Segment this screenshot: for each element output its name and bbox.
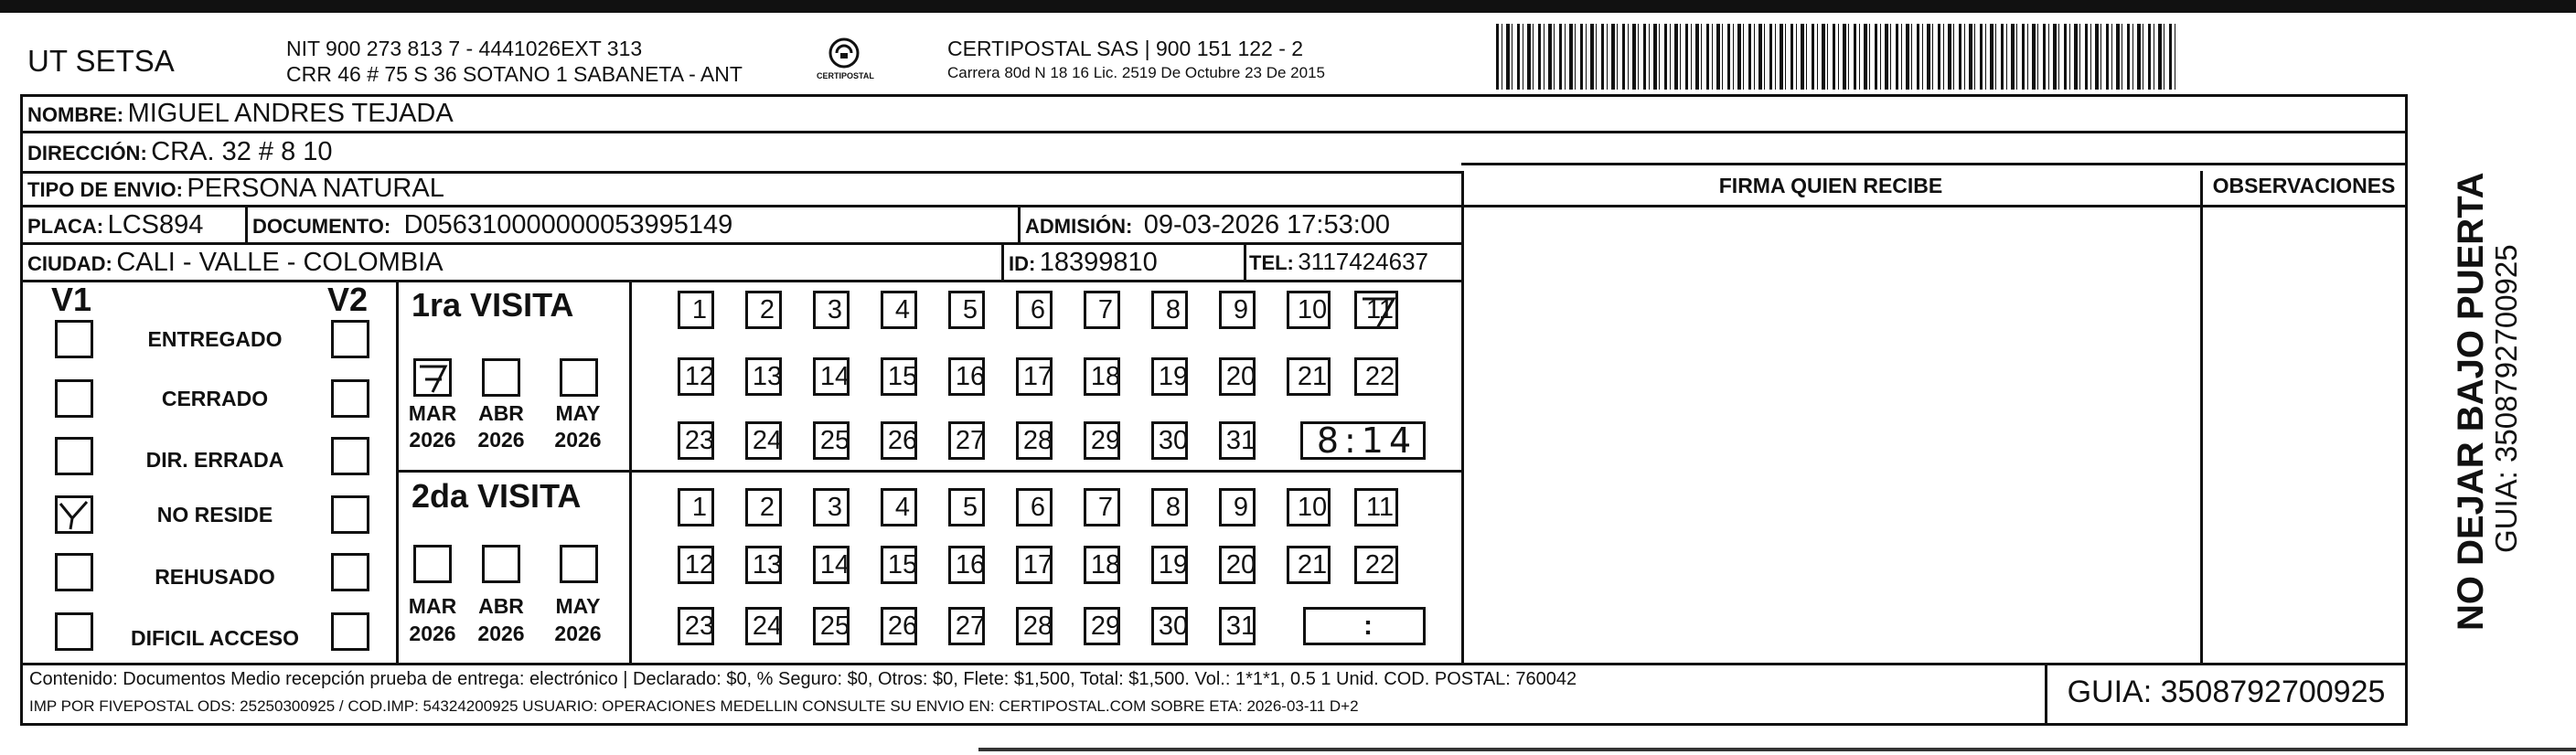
visit1-day[interactable]: 22 (1354, 357, 1398, 396)
v1-checkbox-rehusado[interactable] (55, 553, 93, 591)
visit2-day[interactable]: 15 (881, 546, 917, 584)
visit1-day[interactable]: 2 (745, 291, 782, 329)
visit1-month-checkbox-may[interactable] (560, 358, 598, 397)
visit1-day[interactable]: 17 (1016, 357, 1053, 396)
rule (20, 663, 2408, 665)
visit1-day[interactable]: 20 (1219, 357, 1256, 396)
visit2-day[interactable]: 26 (881, 607, 917, 645)
visit2-day[interactable]: 6 (1016, 488, 1053, 526)
placa-row (27, 210, 203, 240)
visit2-month-checkbox-may[interactable] (560, 545, 598, 583)
visit2-day[interactable]: 19 (1151, 546, 1188, 584)
visit1-time-field[interactable] (1300, 421, 1426, 460)
nombre-label: NOMBRE: (27, 103, 124, 126)
visit1-month-checkbox-mar[interactable] (413, 358, 452, 397)
visit2-day[interactable]: 21 (1287, 546, 1331, 584)
visit1-month-may: MAY (555, 401, 601, 425)
visit1-day[interactable]: 12 (678, 357, 714, 396)
direccion-row (27, 137, 333, 167)
footer-line-1: Contenido: Documentos Medio recepción prueba de entrega: electrónico | Declarado: $0, % Seguro: $0, Otros: $0, Flete: $1,500, Total: $1,500. Vol.: 1*1*1, 0.5 1 Unid. COD. POSTAL: 760042 (29, 669, 1577, 689)
visit1-day[interactable]: 31 (1219, 421, 1256, 460)
certipostal-logo (817, 35, 874, 85)
visit2-day[interactable]: 12 (678, 546, 714, 584)
visit2-day[interactable]: 23 (678, 607, 714, 645)
visit1-time-value: 8:14 (1316, 420, 1417, 461)
visit2-month-checkbox-abr[interactable] (482, 545, 520, 583)
footer-line-2: IMP POR FIVEPOSTAL ODS: 25250300925 / COD.IMP: 54324200925 USUARIO: OPERACIONES MEDELLIN CONSULTE SU ENVIO EN: CERTIPOSTAL.COM SOBRE ETA: 2026-03-11 D+2 (29, 697, 1359, 715)
visit2-month-abr: ABR (478, 594, 524, 618)
license-line: Carrera 80d N 18 16 Lic. 2519 De Octubre 23 De 2015 (947, 64, 1325, 81)
visit2-day[interactable]: 30 (1151, 607, 1188, 645)
documento-label: DOCUMENTO: (252, 215, 391, 238)
carrier-line: CERTIPOSTAL SAS | 900 151 122 - 2 (947, 37, 1304, 60)
visit2-day[interactable]: 18 (1084, 546, 1120, 584)
visit2-day[interactable]: 28 (1016, 607, 1053, 645)
visit1-title: 1ra VISITA (412, 286, 574, 324)
option-entregado: ENTREGADO (147, 327, 283, 351)
placa-label: PLACA: (27, 215, 104, 238)
option-rehusado: REHUSADO (155, 565, 275, 589)
company-address: CRR 46 # 75 S 36 SOTANO 1 SABANETA - ANT (286, 62, 743, 86)
rule (2200, 171, 2203, 663)
documento-value: D056310000000053995149 (403, 210, 733, 239)
visit1-day[interactable]: 26 (881, 421, 917, 460)
visit2-year: 2026 (409, 622, 456, 645)
admision-label: ADMISIÓN: (1025, 215, 1133, 238)
rule (396, 470, 1461, 473)
visit2-day[interactable]: 14 (813, 546, 850, 584)
bottom-edge (978, 748, 2576, 751)
visit2-day[interactable]: 13 (745, 546, 782, 584)
visit2-day[interactable]: 16 (948, 546, 985, 584)
visit1-day[interactable]: 1 (678, 291, 714, 329)
visit1-day[interactable]: 6 (1016, 291, 1053, 329)
visit2-year: 2026 (554, 622, 602, 645)
visit2-month-may: MAY (555, 594, 601, 618)
nombre-row (27, 99, 454, 129)
ciudad-label: CIUDAD: (27, 252, 112, 275)
option-dir-errada: DIR. ERRADA (145, 448, 284, 472)
visit2-day[interactable]: 29 (1084, 607, 1120, 645)
direccion-value: CRA. 32 # 8 10 (151, 137, 333, 166)
rule (1461, 171, 1464, 663)
option-cerrado: CERRADO (161, 387, 269, 410)
check-mark-icon (58, 498, 91, 531)
check-mark-icon (1357, 293, 1399, 330)
visit1-year: 2026 (554, 428, 602, 452)
tipo-label: TIPO DE ENVIO: (27, 178, 183, 201)
visit2-day[interactable]: 1 (678, 488, 714, 526)
top-edge (0, 0, 2576, 13)
visit1-day[interactable]: 23 (678, 421, 714, 460)
visit2-day[interactable]: 20 (1219, 546, 1256, 584)
visit1-month-mar: MAR (408, 401, 457, 425)
tipo-row (27, 174, 444, 204)
visit2-time-value: : (1363, 611, 1373, 641)
documento-row (252, 210, 732, 240)
visit1-day[interactable]: 29 (1084, 421, 1120, 460)
visit2-day[interactable]: 24 (745, 607, 782, 645)
rule (1244, 242, 1246, 281)
visit2-day[interactable]: 7 (1084, 488, 1120, 526)
visit1-day[interactable]: 24 (745, 421, 782, 460)
v1-checkbox-dificil-acceso[interactable] (55, 612, 93, 651)
id-label: ID: (1009, 252, 1036, 275)
visit2-day[interactable]: 3 (813, 488, 850, 526)
v1-label: V1 (51, 281, 92, 318)
visit1-day[interactable]: 5 (948, 291, 985, 329)
visit1-day[interactable]: 9 (1219, 291, 1256, 329)
visit1-month-abr: ABR (478, 401, 524, 425)
visit2-day[interactable]: 17 (1016, 546, 1053, 584)
placa-value: LCS894 (107, 210, 204, 239)
v2-checkbox-entregado[interactable] (331, 320, 369, 358)
v2-checkbox-no-reside[interactable] (331, 495, 369, 534)
observaciones-header: OBSERVACIONES (2212, 174, 2396, 197)
visit2-day[interactable]: 31 (1219, 607, 1256, 645)
visit2-month-checkbox-mar[interactable] (413, 545, 452, 583)
barcode (1496, 24, 2176, 90)
admision-row (1025, 210, 1390, 240)
side-notice: NO DEJAR BAJO PUERTA (2451, 172, 2491, 631)
visit1-year: 2026 (409, 428, 456, 452)
visit1-day[interactable]: 13 (745, 357, 782, 396)
id-value: 18399810 (1039, 248, 1158, 277)
visit2-day[interactable]: 11 (1354, 488, 1398, 526)
check-mark-icon (416, 361, 449, 394)
visit2-day[interactable]: 9 (1219, 488, 1256, 526)
rule (20, 131, 2408, 133)
tel-row (1249, 248, 1428, 276)
visit2-day[interactable]: 5 (948, 488, 985, 526)
visit1-month-checkbox-abr[interactable] (482, 358, 520, 397)
visit1-day[interactable]: 3 (813, 291, 850, 329)
v2-label: V2 (327, 281, 369, 318)
v2-checkbox-dificil-acceso[interactable] (331, 612, 369, 651)
ciudad-row (27, 248, 444, 278)
tipo-value: PERSONA NATURAL (187, 174, 444, 203)
tel-value: 3117424637 (1298, 248, 1429, 275)
visit1-day[interactable]: 18 (1084, 357, 1120, 396)
v1-checkbox-cerrado[interactable] (55, 379, 93, 418)
rule (245, 205, 248, 243)
firma-header: FIRMA QUIEN RECIBE (1718, 174, 1943, 197)
logo-text: CERTIPOSTAL (817, 71, 874, 80)
visit1-day[interactable]: 7 (1084, 291, 1120, 329)
tel-label: TEL: (1249, 251, 1294, 274)
rule (20, 205, 2408, 207)
visit1-day[interactable]: 8 (1151, 291, 1188, 329)
id-row (1009, 248, 1158, 278)
v1-checkbox-entregado[interactable] (55, 320, 93, 358)
footer-guia: GUIA: 3508792700925 (2067, 675, 2386, 709)
v1-checkbox-no-reside[interactable] (55, 495, 93, 534)
rule (1461, 163, 2408, 165)
visit2-month-mar: MAR (408, 594, 457, 618)
rule (1001, 242, 1004, 281)
direccion-label: DIRECCIÓN: (27, 142, 147, 165)
visit1-day[interactable]: 16 (948, 357, 985, 396)
visit1-day[interactable]: 21 (1287, 357, 1331, 396)
visit1-day[interactable]: 30 (1151, 421, 1188, 460)
visit1-day[interactable]: 4 (881, 291, 917, 329)
nombre-value: MIGUEL ANDRES TEJADA (127, 99, 454, 128)
visit1-day[interactable]: 15 (881, 357, 917, 396)
company-name: UT SETSA (27, 44, 175, 78)
visit2-year: 2026 (477, 622, 525, 645)
visit1-day[interactable]: 19 (1151, 357, 1188, 396)
visit2-title: 2da VISITA (412, 477, 582, 515)
option-dificil-acceso: DIFICIL ACCESO (130, 626, 299, 650)
visit2-day[interactable]: 2 (745, 488, 782, 526)
v1-checkbox-dir-errada[interactable] (55, 437, 93, 475)
visit1-day[interactable]: 27 (948, 421, 985, 460)
nit-line: NIT 900 273 813 7 - 4441026EXT 313 (286, 37, 643, 60)
admision-value: 09-03-2026 17:53:00 (1143, 210, 1391, 239)
visit2-day[interactable]: 25 (813, 607, 850, 645)
v2-checkbox-dir-errada[interactable] (331, 437, 369, 475)
visit1-day-marked[interactable]: 11 (1354, 291, 1398, 329)
visit1-day[interactable]: 10 (1287, 291, 1331, 329)
visit2-time-field[interactable] (1303, 607, 1426, 645)
option-no-reside: NO RESIDE (156, 503, 273, 526)
visit1-day[interactable]: 25 (813, 421, 850, 460)
visit2-day[interactable]: 27 (948, 607, 985, 645)
visit2-day[interactable]: 10 (1287, 488, 1331, 526)
side-guia: GUIA: 3508792700925 (2489, 244, 2523, 553)
visit1-day[interactable]: 14 (813, 357, 850, 396)
visit1-day[interactable]: 28 (1016, 421, 1053, 460)
visit2-day[interactable]: 8 (1151, 488, 1188, 526)
rule (1018, 205, 1021, 243)
v2-checkbox-cerrado[interactable] (331, 379, 369, 418)
visit2-day[interactable]: 22 (1354, 546, 1398, 584)
v2-checkbox-rehusado[interactable] (331, 553, 369, 591)
visit2-day[interactable]: 4 (881, 488, 917, 526)
visit1-year: 2026 (477, 428, 525, 452)
ciudad-value: CALI - VALLE - COLOMBIA (116, 248, 444, 277)
